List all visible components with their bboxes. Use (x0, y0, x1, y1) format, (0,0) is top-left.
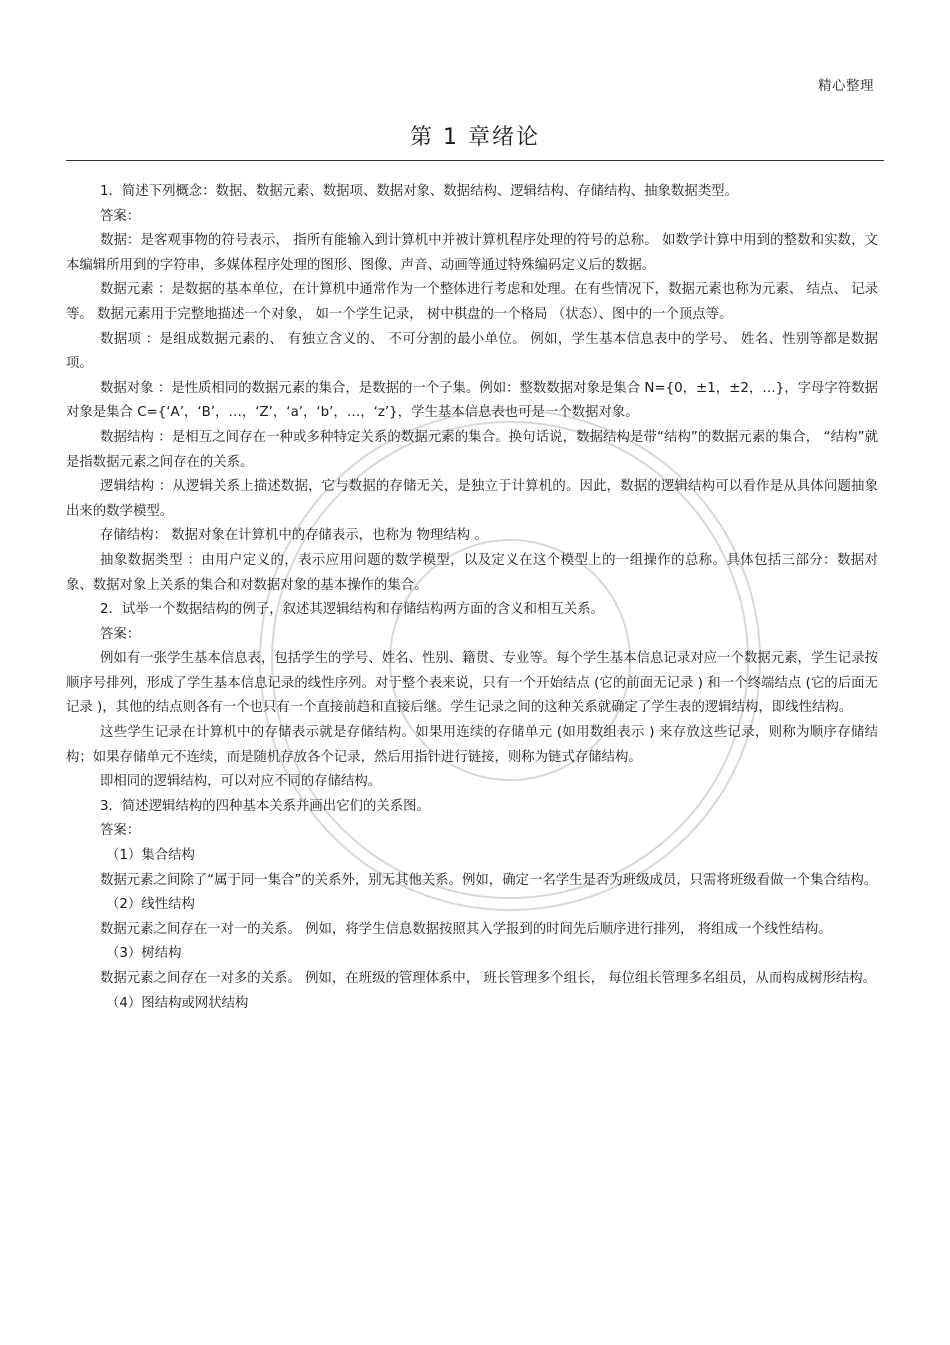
definition-data: 数据：是客观事物的符号表示， 指所有能输入到计算机中并被计算机程序处理的符号的总称。 如数学计算中用到的整数和实数，文本编辑所用到的字符串，多媒体程序处理的图形、图像、声音、动画等通过特殊编码定义后的数据。 (66, 233, 878, 273)
question-3: 3．简述逻辑结构的四种基本关系并画出它们的关系图。 (100, 798, 430, 814)
heading-linear-structure: （2）线性结构 (106, 897, 195, 913)
definition-adt: 抽象数据类型 ：由用户定义的，表示应用问题的数学模型，以及定义在这个模型上的一组操作的总称。具体包括三部分：数据对象、数据对象上关系的集合和对数据对象的基本操作的集合。 (66, 552, 878, 593)
document-body (66, 180, 878, 1016)
definition-logical-structure: 逻辑结构 ：从逻辑关系上描述数据，它与数据的存储无关，是独立于计算机的。因此，数据的逻辑结构可以看作是从具体问题抽象出来的数学模型。 (66, 479, 878, 519)
linear-structure-text: 数据元素之间存在一对一的关系。 例如，将学生信息数据按照其入学报到的时间先后顺序进行排列， 将组成一个线性结构。 (100, 921, 832, 937)
definition-storage-structure: 存储结构： 数据对象在计算机中的存储表示，也称为 物理结构 。 (100, 528, 488, 544)
definition-data-item: 数据项 ：是组成数据元素的、 有独立含义的、 不可分割的最小单位。 例如，学生基本信息表中的学号、 姓名、性别等都是数据项。 (66, 331, 878, 372)
definition-data-object: 数据对象 ：是性质相同的数据元素的集合，是数据的一个子集。例如：整数数据对象是集合 N={0，±1，±2，…}，字母字符数据对象是集合 C={‘A’，‘B’，…，‘Z’，‘a’，‘b’，…，‘z’}，学生基本信息表也可是一个数据对象。 (66, 380, 878, 421)
answer-2-paragraph-3: 即相同的逻辑结构，可以对应不同的存储结构。 (100, 774, 382, 790)
question-1: 1．简述下列概念：数据、数据元素、数据项、数据对象、数据结构、逻辑结构、存储结构、抽象数据类型。 (100, 184, 738, 199)
heading-graph-structure: （4）图结构或网状结构 (106, 995, 249, 1011)
answer-label-3: 答案： (100, 823, 141, 839)
page-title: 第 1 章绪论 (410, 125, 540, 150)
heading-tree-structure: （3）树结构 (106, 946, 182, 962)
heading-set-structure: （1）集合结构 (106, 848, 195, 864)
answer-label-1: 答案： (100, 208, 141, 224)
definition-data-structure: 数据结构 ：是相互之间存在一种或多种特定关系的数据元素的集合。换句话说，数据结构是带“结构”的数据元素的集合， “结构”就是指数据元素之间存在的关系。 (66, 429, 878, 470)
question-2: 2．试举一个数据结构的例子，叙述其逻辑结构和存储结构两方面的含义和相互关系。 (100, 602, 604, 618)
title-divider (66, 160, 884, 161)
set-structure-text: 数据元素之间除了“属于同一集合”的关系外，别无其他关系。例如，确定一名学生是否为班级成员，只需将班级看做一个集合结构。 (100, 872, 878, 888)
header-note: 精心整理 (818, 78, 874, 94)
answer-2-paragraph-2: 这些学生记录在计算机中的存储表示就是存储结构。如果用连续的存储单元 (如用数组表示 ) 来存放这些记录，则称为顺序存储结构；如果存储单元不连续，而是随机存放各个记录，然后用指针进行链接，则称为链式存储结构。 (66, 725, 878, 765)
tree-structure-text: 数据元素之间存在一对多的关系。 例如，在班级的管理体系中， 班长管理多个组长， 每位组长管理多名组员，从而构成树形结构。 (100, 971, 877, 986)
definition-data-element: 数据元素 ：是数据的基本单位，在计算机中通常作为一个整体进行考虑和处理。在有些情况下，数据元素也称为元素、 结点、 记录等。 数据元素用于完整地描述一个对象， 如一个学生记录， 树中棋盘的一个格局 （状态）、图中的一个顶点等。 (66, 282, 878, 322)
answer-2-paragraph-1: 例如有一张学生基本信息表，包括学生的学号、姓名、性别、籍贯、专业等。每个学生基本信息记录对应一个数据元素，学生记录按顺序号排列，形成了学生基本信息记录的线性序列。对于整个表来说，只有一个开始结点 (它的前面无记录 ) 和一个终端结点 (它的后面无记录 )，其他的结点则各有一个也只有一个直接前趋和直接后继。学生记录之间的这种关系就确定了学生表的逻辑结构，即线性结构。 (66, 651, 878, 716)
answer-label-2: 答案： (100, 626, 141, 642)
